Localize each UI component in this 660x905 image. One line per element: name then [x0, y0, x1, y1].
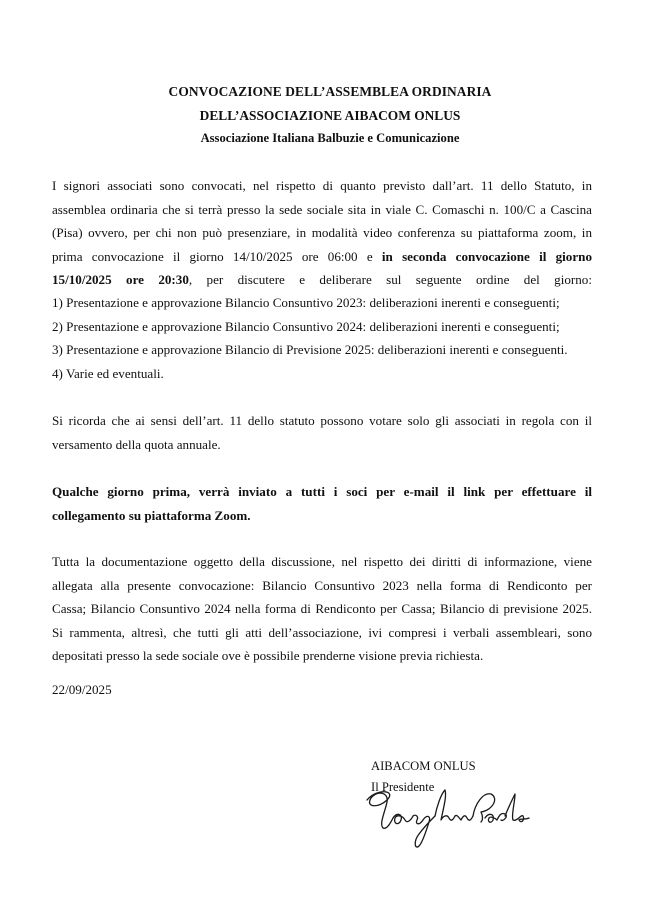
intro-line: I signori associati sono convocati, nel rispetto di quanto previsto dall’art. 11 dello Statuto, in [52, 178, 592, 193]
documentation-line: Cassa; Bilancio Consuntivo 2024 nella forma di Rendiconto per Cassa; Bilancio di previsione 2025. [52, 601, 592, 617]
zoom-note-paragraph [52, 480, 592, 527]
intro-line-4 [52, 245, 592, 269]
signoff-role: Il Presidente [371, 780, 435, 794]
intro-closing: , per discutere e deliberare sul seguente ordine del giorno: [188, 272, 592, 288]
documentation-paragraph [52, 550, 592, 668]
handwritten-signature-icon [357, 786, 537, 856]
voting-note-paragraph [52, 409, 592, 456]
agenda-list [52, 291, 612, 385]
second-call-text: in seconda convocazione il giorno [381, 248, 592, 264]
agenda-item: 3) Presentazione e approvazione Bilancio di Previsione 2025: deliberazioni inerenti e conseguenti. [52, 342, 568, 358]
documentation-line: depositati presso la sede sociale ove è possibile prenderne visione previa richiesta. [52, 648, 484, 664]
title-line-1: CONVOCAZIONE DELL’ASSEMBLEA ORDINARIA [168, 84, 492, 99]
document-date: 22/09/2025 [52, 682, 112, 697]
intro-line-5 [52, 268, 592, 292]
zoom-note-line: Qualche giorno prima, verrà inviato a tutti i soci per e-mail il link per effettuare il [52, 484, 592, 499]
intro-paragraph [52, 174, 592, 292]
documentation-line: allegata alla presente convocazione: Bilancio Consuntivo 2023 nella forma di Rendiconto per [52, 577, 592, 593]
agenda-item: 2) Presentazione e approvazione Bilancio Consuntivo 2024: deliberazioni inerenti e conseguenti; [52, 318, 560, 334]
title-line-2: DELL’ASSOCIAZIONE AIBACOM ONLUS [199, 108, 461, 123]
zoom-note-line: collegamento su piattaforma Zoom. [52, 507, 251, 523]
agenda-item: 1) Presentazione e approvazione Bilancio Consuntivo 2023: deliberazioni inerenti e conseguenti; [52, 295, 560, 310]
agenda-item: 4) Varie ed eventuali. [52, 365, 164, 381]
intro-line: (Pisa) ovvero, per chi non può presenziare, in modalità video conferenza su piattaforma zoom, in [52, 225, 592, 241]
voting-note-line: versamento della quota annuale. [52, 436, 221, 452]
second-call-datetime: 15/10/2025 ore 20:30 [52, 272, 189, 288]
documentation-line: Si rammenta, altresì, che tutti gli atti dell’associazione, ivi compresi i verbali assembleari, sono [52, 624, 592, 640]
first-call-text: prima convocazione il giorno 14/10/2025 ore 06:00 e [52, 248, 382, 264]
signoff-organization: AIBACOM ONLUS [371, 759, 476, 773]
subtitle: Associazione Italiana Balbuzie e Comunicazione [200, 131, 460, 145]
voting-note-line: Si ricorda che ai sensi dell’art. 11 dello statuto possono votare solo gli associati in regola con il [52, 413, 592, 428]
documentation-line: Tutta la documentazione oggetto della discussione, nel rispetto dei diritti di informazione, viene [52, 554, 592, 569]
intro-line: assemblea ordinaria che si terrà presso la sede sociale sita in viale C. Comaschi n. 100/C a Cascina [52, 201, 592, 217]
